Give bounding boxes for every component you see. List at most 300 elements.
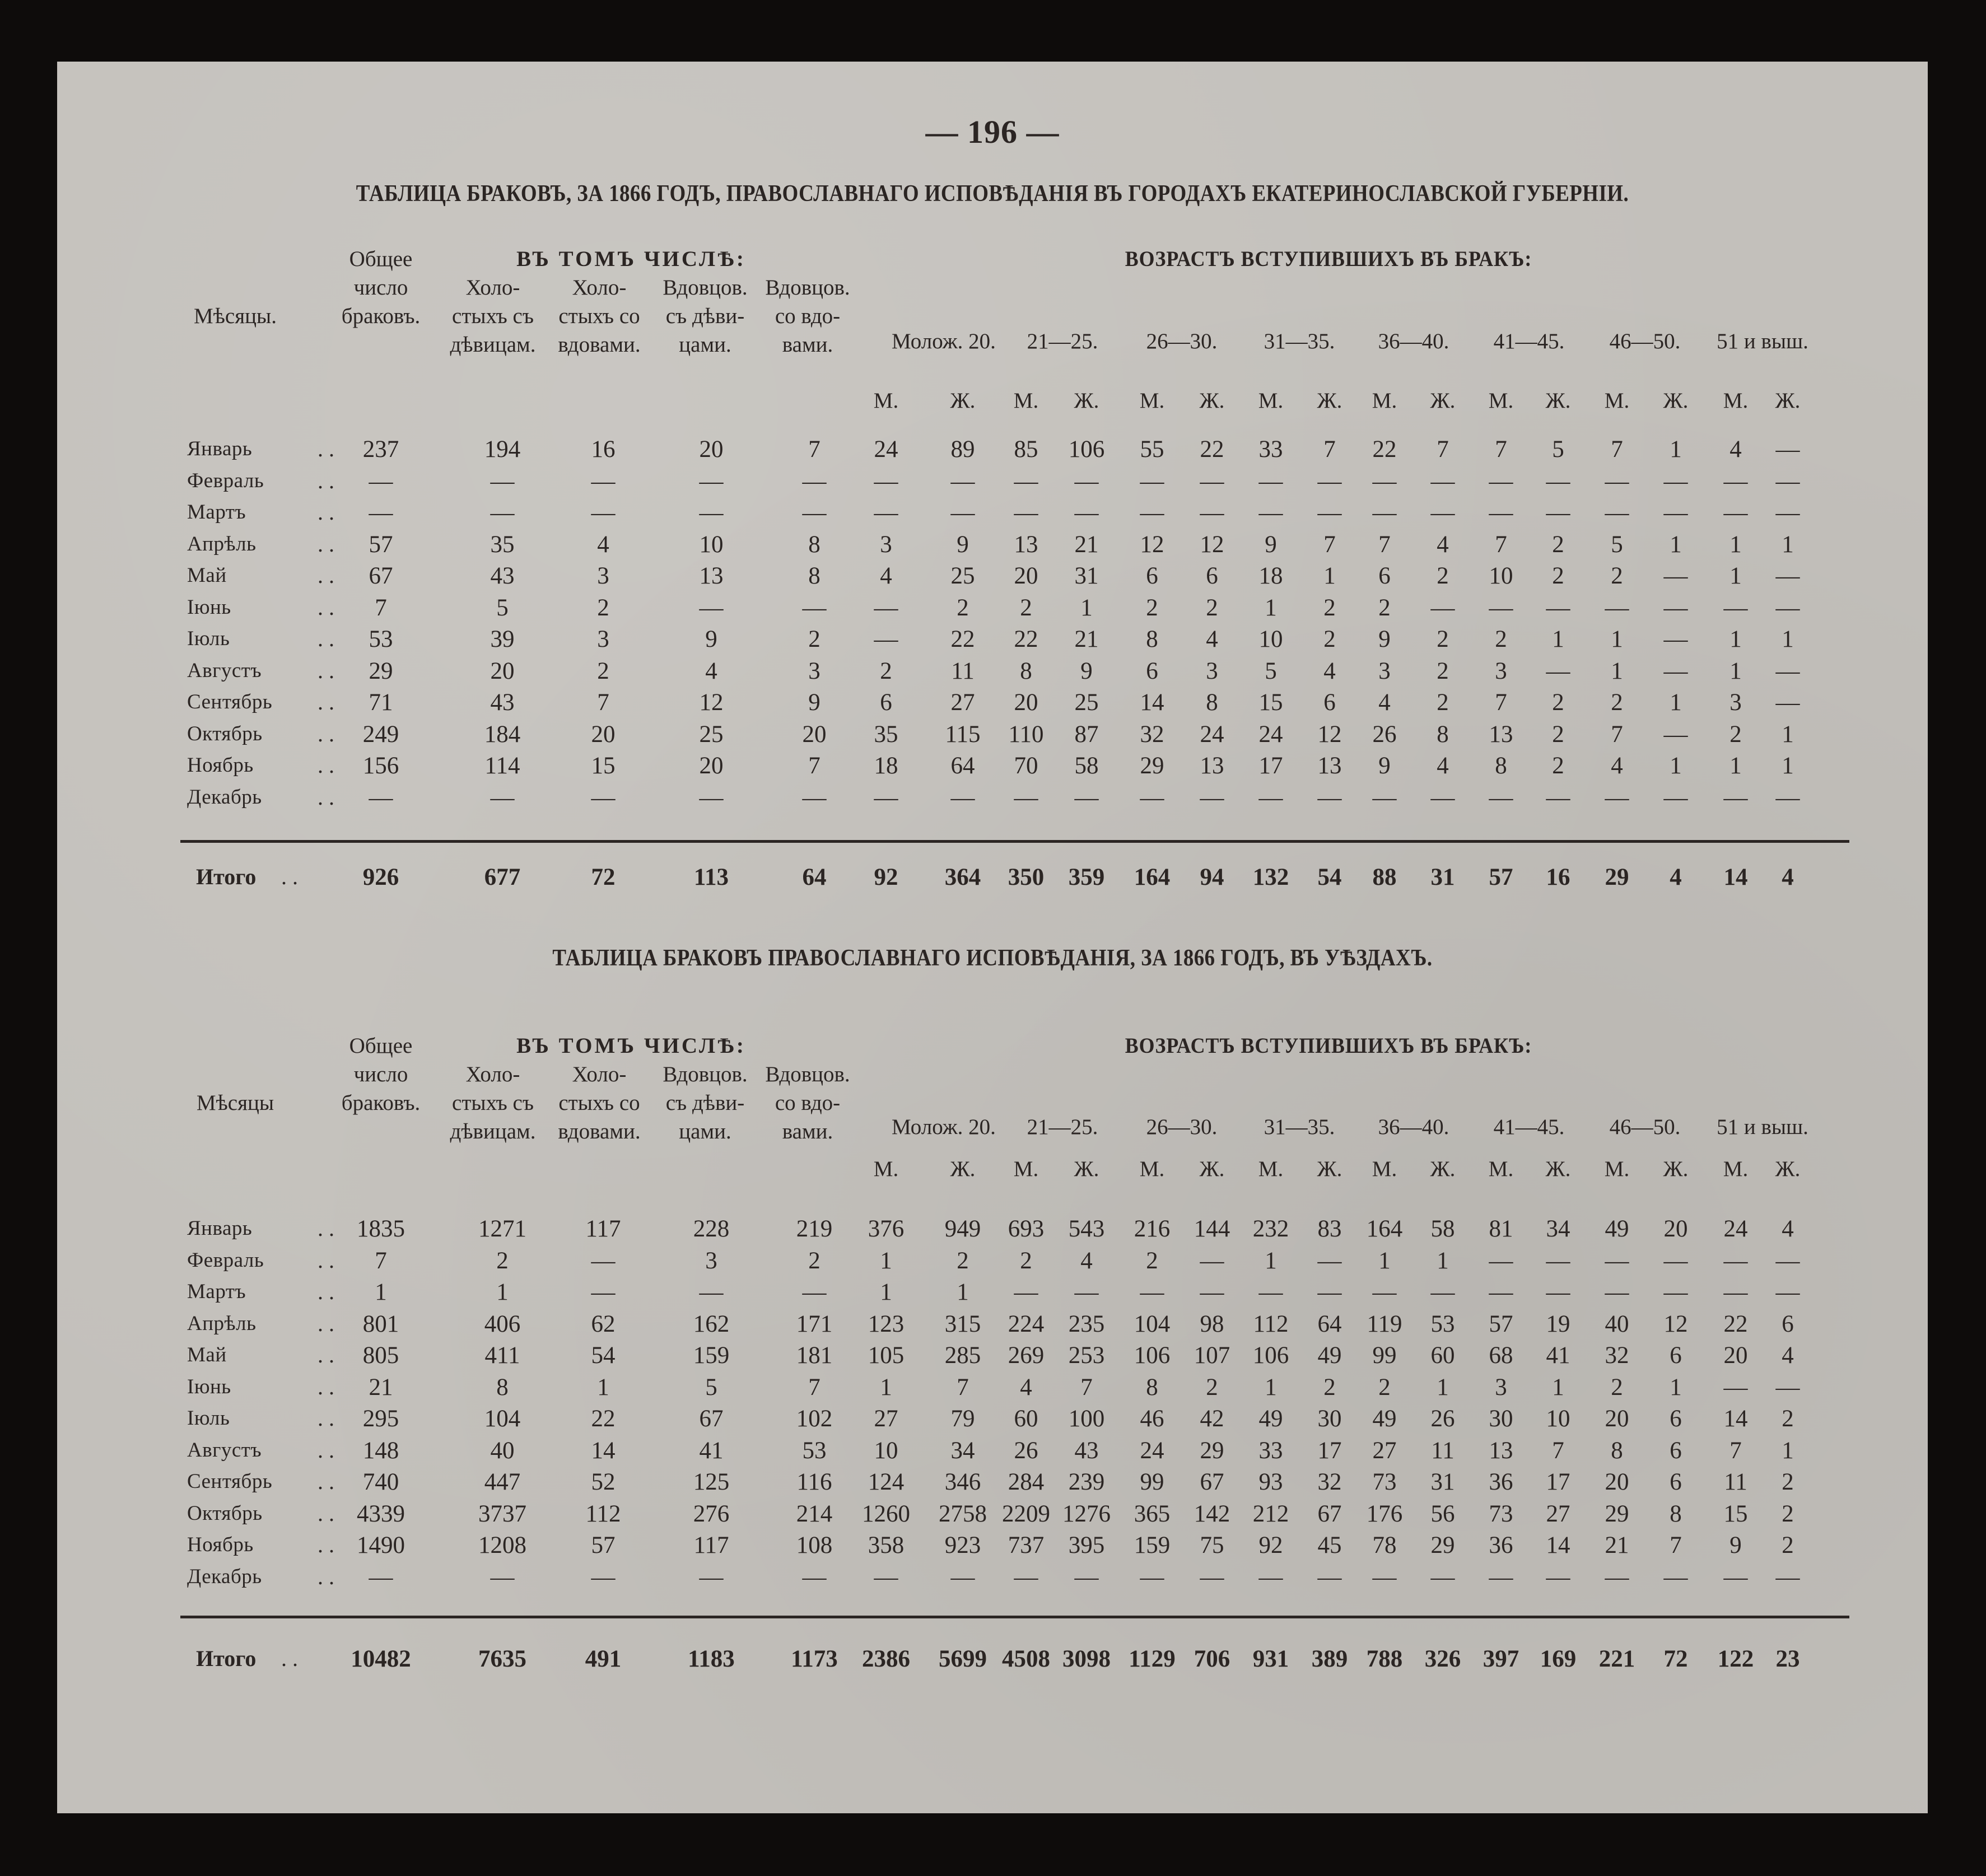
cell: 8: [1020, 657, 1032, 684]
cell: 14: [591, 1437, 616, 1464]
t2-header-chislo: число: [353, 1062, 408, 1086]
cell: 7: [1323, 436, 1336, 463]
cell: 6: [1146, 657, 1158, 684]
cell: 7: [957, 1374, 969, 1401]
cell: 1: [1782, 721, 1794, 748]
cell: 81: [1489, 1216, 1513, 1242]
t2-header-months: Мѣсяцы: [196, 1091, 274, 1115]
cell: —: [1605, 1564, 1629, 1590]
cell: 3: [1495, 657, 1507, 684]
total-cell: 926: [362, 864, 399, 890]
t2-hdr-kholo2b: стыхъ со: [558, 1091, 640, 1115]
leader-dots: . .: [318, 1374, 334, 1399]
t1-header-brakov: браковъ.: [341, 304, 421, 328]
total-cell: 931: [1252, 1646, 1289, 1672]
cell: 22: [1372, 436, 1397, 463]
total-cell: 788: [1366, 1646, 1403, 1672]
cell: 295: [362, 1406, 399, 1432]
month-label: Декабрь: [187, 785, 262, 809]
cell: 4: [1611, 753, 1623, 779]
cell: —: [1430, 594, 1455, 621]
cell: 125: [693, 1469, 730, 1495]
cell: 117: [693, 1532, 729, 1558]
leader-dots: . .: [318, 657, 334, 683]
total-cell: 4: [1670, 864, 1682, 890]
cell: 55: [1140, 436, 1164, 463]
cell: 3: [808, 657, 820, 684]
t1-age-group-5: 41—45.: [1493, 329, 1565, 353]
cell: —: [1489, 1279, 1513, 1305]
cell: 20: [1605, 1406, 1629, 1432]
table-row: [57, 689, 1928, 718]
month-label: Августъ: [187, 1438, 262, 1462]
t2-age-group-0: Молож. 20.: [892, 1115, 996, 1139]
cell: 2: [1495, 626, 1507, 652]
cell: 1: [1782, 626, 1794, 652]
cell: 104: [1134, 1310, 1171, 1337]
cell: 73: [1372, 1469, 1397, 1495]
cell: —: [1200, 1564, 1224, 1590]
cell: —: [1723, 1374, 1748, 1401]
cell: 27: [950, 689, 975, 716]
cell: 4: [1206, 626, 1218, 652]
cell: —: [1663, 784, 1688, 811]
cell: —: [591, 500, 616, 526]
cell: 67: [699, 1406, 724, 1432]
cell: 27: [1372, 1437, 1397, 1464]
cell: 2: [1552, 563, 1564, 589]
table-row: [57, 1564, 1928, 1593]
cell: 93: [1258, 1469, 1283, 1495]
cell: 19: [1546, 1310, 1570, 1337]
cell: 11: [1431, 1437, 1454, 1464]
cell: 40: [1605, 1310, 1629, 1337]
cell: 29: [1430, 1532, 1455, 1558]
cell: —: [490, 784, 515, 811]
t2-sex-6: М.: [1258, 1157, 1284, 1181]
document-page: [57, 62, 1928, 1813]
cell: 2: [880, 657, 892, 684]
cell: 148: [362, 1437, 399, 1464]
cell: 3: [597, 626, 609, 652]
t2-hdr-vdov1c: цами.: [679, 1119, 731, 1144]
total-cell: 57: [1489, 864, 1513, 890]
cell: —: [1014, 1279, 1038, 1305]
cell: 17: [1546, 1469, 1570, 1495]
cell: —: [874, 500, 898, 526]
cell: 104: [484, 1406, 521, 1432]
cell: —: [1663, 500, 1688, 526]
cell: 1: [1670, 531, 1682, 558]
cell: 89: [950, 436, 975, 463]
total-label: Итого: [196, 864, 257, 889]
t2-hdr-kholo2c: вдовами.: [558, 1119, 641, 1144]
t1-age-group-1: 21—25.: [1027, 329, 1098, 353]
cell: —: [1775, 500, 1800, 526]
cell: —: [1430, 500, 1455, 526]
t1-hdr-vdov1c: цами.: [679, 333, 731, 357]
cell: 20: [1723, 1342, 1748, 1369]
cell: 100: [1068, 1406, 1105, 1432]
cell: 2: [1782, 1406, 1794, 1432]
t1-header-vozrast: ВОЗРАСТЪ ВСТУПИВШИХЪ ВЪ БРАКЪ:: [1125, 247, 1532, 271]
month-label: Іюнь: [187, 1375, 231, 1398]
cell: 105: [868, 1342, 905, 1369]
cell: 5: [1611, 531, 1623, 558]
t1-age-group-6: 46—50.: [1609, 329, 1681, 353]
t2-rule: [180, 1616, 1849, 1618]
cell: —: [1605, 500, 1629, 526]
month-label: Мартъ: [187, 501, 246, 524]
total-cell: 164: [1134, 864, 1171, 890]
cell: 239: [1068, 1469, 1105, 1495]
cell: 3: [880, 531, 892, 558]
total-row: [57, 864, 1928, 893]
t2-header-brakov: браковъ.: [341, 1091, 421, 1115]
cell: 17: [1317, 1437, 1342, 1464]
cell: —: [1430, 1564, 1455, 1590]
cell: 2: [1206, 594, 1218, 621]
cell: 43: [490, 689, 515, 716]
cell: 1208: [478, 1532, 526, 1558]
cell: 1: [1729, 626, 1742, 652]
cell: —: [1489, 1247, 1513, 1274]
cell: 49: [1605, 1216, 1629, 1242]
cell: 27: [874, 1406, 898, 1432]
table-row: [57, 594, 1928, 623]
cell: 5: [1265, 657, 1277, 684]
cell: 232: [1252, 1216, 1289, 1242]
cell: 2: [1729, 721, 1742, 748]
cell: 106: [1134, 1342, 1171, 1369]
table-row: [57, 784, 1928, 813]
cell: 2: [1323, 626, 1336, 652]
t2-sex-14: М.: [1723, 1157, 1749, 1181]
cell: 2: [1206, 1374, 1218, 1401]
cell: 34: [950, 1437, 975, 1464]
total-cell: 132: [1252, 864, 1289, 890]
t1-header-v-tom-chisle: ВЪ ТОМЪ ЧИСЛѢ:: [516, 247, 746, 271]
cell: 176: [1366, 1500, 1403, 1527]
t2-sex-2: М.: [1013, 1157, 1039, 1181]
total-cell: 92: [874, 864, 898, 890]
cell: —: [1605, 784, 1629, 811]
cell: —: [1663, 657, 1688, 684]
cell: —: [490, 468, 515, 494]
total-cell: 397: [1482, 1646, 1519, 1672]
cell: 276: [693, 1500, 730, 1527]
cell: 116: [796, 1469, 832, 1495]
t1-sex-11: Ж.: [1545, 389, 1571, 413]
cell: —: [950, 784, 975, 811]
t2-age-group-7: 51 и выш.: [1717, 1115, 1808, 1139]
total-cell: 113: [693, 864, 729, 890]
cell: 22: [591, 1406, 616, 1432]
cell: —: [1372, 500, 1397, 526]
cell: 24: [1200, 721, 1224, 748]
month-label: Октябрь: [187, 722, 263, 745]
cell: 3: [1206, 657, 1218, 684]
cell: —: [1200, 1247, 1224, 1274]
t1-hdr-vdov1: Вдовцов.: [663, 276, 748, 300]
cell: 1: [1670, 753, 1682, 779]
total-cell: 5699: [939, 1646, 987, 1672]
cell: 6: [1670, 1437, 1682, 1464]
cell: —: [1372, 1279, 1397, 1305]
month-label: Апрѣль: [187, 532, 257, 556]
cell: 5: [1552, 436, 1564, 463]
total-cell: 54: [1317, 864, 1342, 890]
t2-age-group-4: 36—40.: [1378, 1115, 1449, 1139]
cell: 22: [950, 626, 975, 652]
t2-header-v-tom-chisle: ВЪ ТОМЪ ЧИСЛѢ:: [516, 1034, 746, 1058]
cell: 2: [1782, 1469, 1794, 1495]
cell: 7: [1670, 1532, 1682, 1558]
cell: 1: [1323, 563, 1336, 589]
cell: 12: [699, 689, 724, 716]
cell: —: [1723, 1247, 1748, 1274]
total-cell: 4: [1782, 864, 1794, 890]
cell: 115: [945, 721, 981, 748]
cell: 159: [693, 1342, 730, 1369]
cell: —: [1663, 721, 1688, 748]
cell: 6: [1323, 689, 1336, 716]
cell: —: [874, 594, 898, 621]
leader-dots: . .: [281, 1646, 298, 1671]
cell: —: [1014, 784, 1038, 811]
cell: —: [950, 468, 975, 494]
table1-title: ТАБЛИЦА БРАКОВЪ, ЗА 1866 ГОДЪ, ПРАВОСЛАВНАГО ИСПОВѢДАНІЯ ВЪ ГОРОДАХЪ ЕКАТЕРИНОСЛАВСКОЙ ГУБЕРНІИ.: [356, 181, 1629, 207]
cell: 7: [1378, 531, 1391, 558]
cell: 156: [362, 753, 399, 779]
table-row: [57, 1468, 1928, 1497]
leader-dots: . .: [318, 531, 334, 557]
cell: 45: [1317, 1532, 1342, 1558]
t1-sex-6: М.: [1258, 389, 1284, 413]
cell: —: [1605, 468, 1629, 494]
cell: 79: [950, 1406, 975, 1432]
cell: —: [1723, 784, 1748, 811]
cell: 144: [1194, 1216, 1230, 1242]
t1-hdr-kholo2: Холо-: [572, 276, 627, 300]
cell: 62: [591, 1310, 616, 1337]
cell: 9: [1729, 1532, 1742, 1558]
leader-dots: . .: [318, 1216, 334, 1241]
cell: 20: [699, 436, 724, 463]
t1-sex-7: Ж.: [1317, 389, 1342, 413]
cell: 2: [1611, 563, 1623, 589]
t1-hdr-kholo1: Холо-: [465, 276, 520, 300]
cell: —: [699, 468, 724, 494]
cell: 9: [957, 531, 969, 558]
table-row: [57, 1342, 1928, 1371]
cell: 11: [951, 657, 975, 684]
cell: 9: [1378, 626, 1391, 652]
cell: —: [1775, 594, 1800, 621]
cell: 112: [1253, 1310, 1289, 1337]
cell: —: [1430, 468, 1455, 494]
cell: 9: [1080, 657, 1093, 684]
t1-hdr-vdov1b: съ дѣви-: [665, 304, 745, 328]
cell: —: [1723, 468, 1748, 494]
cell: —: [1546, 1279, 1570, 1305]
cell: 214: [796, 1500, 833, 1527]
cell: 2: [808, 1247, 820, 1274]
cell: 49: [1317, 1342, 1342, 1369]
month-label: Май: [187, 564, 227, 587]
leader-dots: . .: [318, 1279, 334, 1304]
cell: 12: [1140, 531, 1164, 558]
cell: 20: [1014, 563, 1038, 589]
cell: 20: [591, 721, 616, 748]
cell: 58: [1430, 1216, 1455, 1242]
cell: 8: [808, 531, 820, 558]
cell: 29: [1140, 753, 1164, 779]
cell: 87: [1074, 721, 1099, 748]
cell: 2: [1020, 594, 1032, 621]
table-row: [57, 626, 1928, 655]
cell: 24: [1140, 1437, 1164, 1464]
cell: 4: [1437, 753, 1449, 779]
cell: —: [699, 1279, 724, 1305]
t2-age-group-1: 21—25.: [1027, 1115, 1098, 1139]
cell: 27: [1546, 1500, 1570, 1527]
total-cell: 72: [591, 864, 616, 890]
cell: —: [1014, 1564, 1038, 1590]
cell: —: [1663, 1279, 1688, 1305]
total-cell: 364: [944, 864, 981, 890]
month-label: Январь: [187, 437, 253, 460]
table-row: [57, 1278, 1928, 1308]
total-cell: 221: [1598, 1646, 1635, 1672]
cell: 2: [957, 594, 969, 621]
cell: 1: [1729, 563, 1742, 589]
cell: 11: [1724, 1469, 1747, 1495]
cell: 8: [1437, 721, 1449, 748]
cell: —: [1775, 689, 1800, 716]
leader-dots: . .: [318, 1500, 334, 1526]
cell: 7: [1323, 531, 1336, 558]
cell: —: [802, 500, 827, 526]
cell: —: [1546, 468, 1570, 494]
cell: 9: [1378, 753, 1391, 779]
cell: —: [1723, 1279, 1748, 1305]
cell: —: [1074, 1279, 1099, 1305]
cell: 801: [362, 1310, 399, 1337]
cell: 99: [1372, 1342, 1397, 1369]
total-cell: 1183: [688, 1646, 735, 1672]
table-row: [57, 1310, 1928, 1340]
t1-sex-12: М.: [1604, 389, 1630, 413]
t2-sex-13: Ж.: [1663, 1157, 1689, 1181]
cell: —: [699, 784, 724, 811]
cell: 1: [375, 1279, 387, 1305]
cell: 56: [1430, 1500, 1455, 1527]
cell: 395: [1068, 1532, 1105, 1558]
cell: —: [1663, 1247, 1688, 1274]
cell: 13: [1317, 753, 1342, 779]
cell: 6: [1206, 563, 1218, 589]
cell: 15: [1723, 1500, 1748, 1527]
cell: 2: [1378, 594, 1391, 621]
leader-dots: . .: [281, 864, 298, 889]
cell: 1: [1782, 753, 1794, 779]
cell: 7: [1495, 689, 1507, 716]
cell: 123: [868, 1310, 905, 1337]
cell: 4: [1782, 1216, 1794, 1242]
t1-sex-14: М.: [1723, 389, 1749, 413]
total-cell: 23: [1775, 1646, 1800, 1672]
month-label: Февраль: [187, 1248, 264, 1272]
cell: —: [1775, 1279, 1800, 1305]
cell: 41: [699, 1437, 724, 1464]
table-row: [57, 468, 1928, 497]
cell: 4: [1020, 1374, 1032, 1401]
cell: 18: [874, 753, 898, 779]
cell: 21: [1074, 531, 1099, 558]
cell: 249: [362, 721, 399, 748]
cell: 4: [1378, 689, 1391, 716]
total-cell: 31: [1430, 864, 1455, 890]
cell: 805: [362, 1342, 399, 1369]
cell: 194: [484, 436, 521, 463]
cell: 108: [796, 1532, 833, 1558]
cell: 13: [1014, 531, 1038, 558]
cell: 40: [490, 1437, 515, 1464]
cell: 20: [1663, 1216, 1688, 1242]
cell: —: [1372, 1564, 1397, 1590]
total-cell: 3098: [1062, 1646, 1111, 1672]
cell: 5: [496, 594, 509, 621]
cell: 7: [808, 1374, 820, 1401]
t2-sex-1: Ж.: [950, 1157, 976, 1181]
month-label: Февраль: [187, 469, 264, 492]
cell: —: [1317, 1247, 1342, 1274]
t2-sex-5: Ж.: [1199, 1157, 1225, 1181]
cell: —: [1775, 1247, 1800, 1274]
cell: —: [1775, 784, 1800, 811]
total-cell: 7635: [478, 1646, 526, 1672]
cell: 20: [699, 753, 724, 779]
cell: —: [1775, 563, 1800, 589]
total-cell: 389: [1311, 1646, 1348, 1672]
cell: 2: [1323, 594, 1336, 621]
cell: 49: [1372, 1406, 1397, 1432]
cell: 212: [1252, 1500, 1289, 1527]
cell: —: [1140, 1564, 1164, 1590]
cell: 4: [597, 531, 609, 558]
cell: 162: [693, 1310, 730, 1337]
cell: 224: [1008, 1310, 1045, 1337]
month-label: Мартъ: [187, 1280, 246, 1303]
cell: 78: [1372, 1532, 1397, 1558]
cell: 41: [1546, 1342, 1570, 1369]
month-label: Апрѣль: [187, 1312, 257, 1335]
table-row: [57, 499, 1928, 528]
cell: —: [802, 784, 827, 811]
t1-header-obshchee: Общее: [349, 247, 413, 271]
month-label: Августъ: [187, 659, 262, 682]
t1-hdr-kholo2c: вдовами.: [558, 333, 641, 357]
t1-sex-2: М.: [1013, 389, 1039, 413]
leader-dots: . .: [318, 436, 334, 461]
cell: 346: [944, 1469, 981, 1495]
total-cell: 4508: [1002, 1646, 1050, 1672]
cell: —: [802, 594, 827, 621]
cell: 2: [1552, 753, 1564, 779]
cell: 2: [597, 594, 609, 621]
cell: 8: [1206, 689, 1218, 716]
